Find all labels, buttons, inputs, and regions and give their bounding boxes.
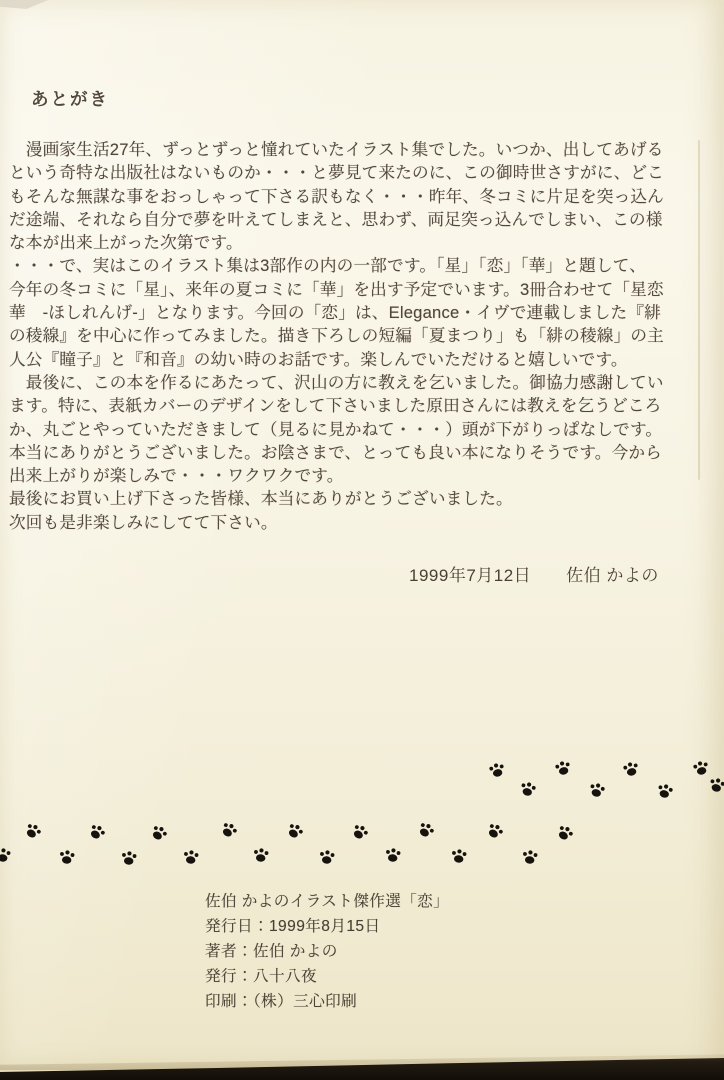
afterword-line: 華 -ほしれんげ-」となります。今回の「恋」は、Elegance・イヴで連載しました『緋 — [9, 303, 661, 323]
paw-print-icon — [486, 759, 507, 780]
afterword-title: あとがき — [31, 89, 109, 109]
colophon-line: 印刷：（株）三心印刷 — [205, 993, 358, 1010]
paw-print-icon — [552, 757, 573, 778]
afterword-line: な本が出来上がった次第です。 — [9, 233, 243, 253]
afterword-line: 最後に、この本を作るにあたって、沢山の方に教えを乞いました。御協力感謝してい — [9, 372, 664, 392]
paw-print-icon — [620, 758, 641, 779]
afterword-line: 最後にお買い上げ下さった皆様、本当にありがとうございました。 — [9, 489, 513, 509]
afterword-line: か、丸ごとやっていただきまして（見るに見かねて・・・）頭が下がりっぱなしです。 — [9, 419, 663, 439]
paw-print-icon — [690, 757, 711, 778]
paw-print-icon — [348, 820, 373, 845]
afterword-line: 本当にありがとうございました。お陰さまで、とっても良い本になりそうです。今から — [9, 442, 662, 462]
paw-print-icon — [449, 846, 469, 866]
afterword-line: という奇特な出版社はないものか・・・と夢見て来たのに、この御時世さすがに、どこ — [9, 163, 664, 183]
paw-print-icon — [0, 845, 13, 865]
paw-print-icon — [517, 778, 539, 800]
afterword-line: 次回も是非楽しみにしてて下さい。 — [9, 512, 278, 532]
afterword-line: ます。特に、表紙カバーのデザインをして下さいました原田さんには教えを乞うどころ — [9, 396, 662, 416]
paw-print-icon — [147, 821, 172, 846]
paw-print-icon — [283, 819, 308, 844]
paw-print-icon — [119, 848, 139, 868]
paw-print-icon — [520, 847, 540, 867]
colophon-line: 発行日：1999年8月15日 — [205, 918, 381, 935]
paw-print-icon — [706, 774, 724, 796]
colophon-line: 佐伯 かよのイラスト傑作選「恋」 — [205, 893, 450, 910]
paw-print-icon — [251, 845, 271, 865]
paw-print-icon — [317, 847, 337, 867]
afterword-line: 今年の冬コミに「星」、来年の夏コミに「華」を出す予定でいます。3冊合わせて「星恋 — [9, 279, 664, 299]
paw-print-icon — [383, 845, 403, 865]
paw-print-icon — [586, 779, 608, 801]
afterword-line: の稜線』を中心に作ってみました。描き下ろしの短編「夏まつり」も「緋の稜線」の主 — [9, 326, 664, 346]
paw-print-icon — [414, 818, 439, 843]
afterword-line: もそんな無謀な事をおっしゃって下さる訳もなく・・・昨年、冬コミに片足を突っ込ん — [9, 186, 664, 206]
scan-corner-artifact — [0, 0, 48, 9]
afterword-line: 出来上がりが楽しみで・・・ワクワクです。 — [9, 466, 344, 486]
afterword-line: 人公『瞳子』と『和音』の幼い時のお話です。楽しんでいただけると嬉しいです。 — [9, 349, 628, 369]
colophon-line: 著者：佐伯 かよの — [205, 943, 338, 960]
paw-print-icon — [21, 819, 46, 844]
afterword-line: ・・・で、実はこのイラスト集は3部作の内の一部です。「星」「恋」「華」と題して、 — [9, 256, 646, 276]
colophon-line: 発行：八十八夜 — [205, 968, 317, 985]
date-signature: 1999年7月12日 佐伯 かよの — [409, 566, 659, 585]
paw-print-icon — [57, 847, 77, 867]
paw-print-icon — [654, 780, 676, 802]
afterword-line: だ途端、それなら自分で夢を叶えてしまえと、思わず、両足突っ込んでしまい、この様 — [9, 209, 663, 229]
paw-print-icon — [181, 847, 201, 867]
afterword-line: 漫画家生活27年、ずっとずっと憧れていたイラスト集でした。いつか、出してあげる — [9, 140, 664, 159]
paw-print-icon — [85, 820, 110, 845]
colophon — [205, 889, 449, 1014]
paw-print-icon — [553, 821, 578, 846]
afterword-body — [9, 138, 715, 534]
paw-print-icon — [483, 819, 508, 844]
paw-print-icon — [217, 818, 242, 843]
